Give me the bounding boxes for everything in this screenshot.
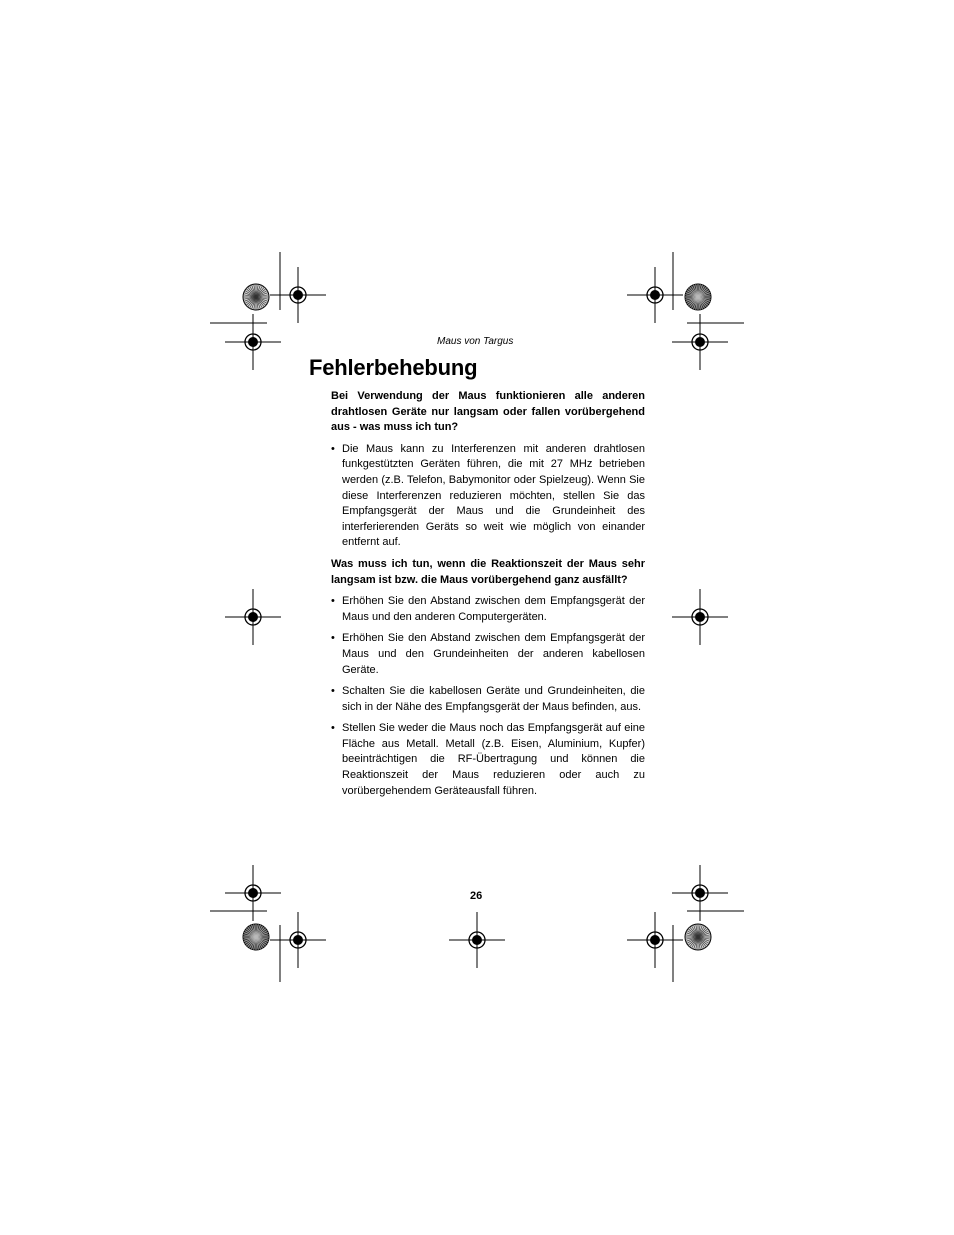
page-title: Fehlerbehebung — [309, 355, 478, 380]
registration-target-icon — [627, 267, 683, 323]
bullet-icon: • — [331, 685, 335, 698]
faq-answer-list-2 — [331, 594, 645, 799]
bullet-icon: • — [331, 595, 335, 608]
page-number: 26 — [470, 890, 483, 902]
list-item: • Erhöhen Sie den Abstand zwischen dem Empfangsgerät der Maus und den Grundeinheiten der anderen kabellosen Geräte. — [331, 632, 645, 676]
list-item: • Erhöhen Sie den Abstand zwischen dem Empfangsgerät der Maus und den anderen Computergeräten. — [331, 595, 645, 623]
list-item: • Stellen Sie weder die Maus noch das Empfangsgerät auf eine Fläche aus Metall. Metall (z.B. Eisen, Aluminium, Kupfer) beeinträchtigen die RF-Übertragung und können die Reaktionszeit der Maus reduzieren oder auch zu vorübergehendem Geräteausfall führen. — [331, 722, 645, 797]
color-starburst-icon — [243, 284, 269, 310]
running-header: Maus von Targus — [437, 336, 514, 347]
registration-target-icon — [270, 267, 326, 323]
registration-target-icon — [672, 314, 728, 370]
bullet-icon: • — [331, 442, 335, 455]
bullet-icon: • — [331, 632, 335, 645]
list-item: • Schalten Sie die kabellosen Geräte und Grundeinheiten, die sich in der Nähe des Empfangsgerät der Maus befinden, aus. — [331, 685, 645, 713]
registration-target-icon — [672, 589, 728, 645]
color-starburst-icon — [685, 924, 711, 950]
registration-target-icon — [225, 314, 281, 370]
registration-target-icon — [225, 589, 281, 645]
main-content — [331, 389, 645, 805]
registration-target-icon — [449, 912, 505, 968]
faq-answer-list-1 — [331, 442, 645, 551]
registration-target-icon — [225, 865, 281, 921]
color-starburst-icon — [243, 924, 269, 950]
bullet-icon: • — [331, 722, 335, 735]
list-item: • Die Maus kann zu Interferenzen mit anderen drahtlosen funkgestützten Geräten führen, die mit 27 MHz betrieben werden (z.B. Telefon, Babymonitor oder Spielzeug). Wenn Sie diese Interferenzen reduzieren möchten, stellen Sie das Empfangsgerät der Maus und die Grundeinheit des interferierenden Geräts so weit wie möglich von einander entfernt auf. — [331, 442, 645, 549]
registration-target-icon — [270, 912, 326, 968]
registration-target-icon — [627, 912, 683, 968]
color-starburst-icon — [685, 284, 711, 310]
registration-target-icon — [672, 865, 728, 921]
faq-question-1: Bei Verwendung der Maus funktionieren alle anderen drahtlosen Geräte nur langsam oder fallen vorübergehend aus - was muss ich tun? — [331, 390, 645, 434]
faq-question-2: Was muss ich tun, wenn die Reaktionszeit der Maus sehr langsam ist bzw. die Maus vorübergehend ganz ausfällt? — [331, 557, 645, 586]
